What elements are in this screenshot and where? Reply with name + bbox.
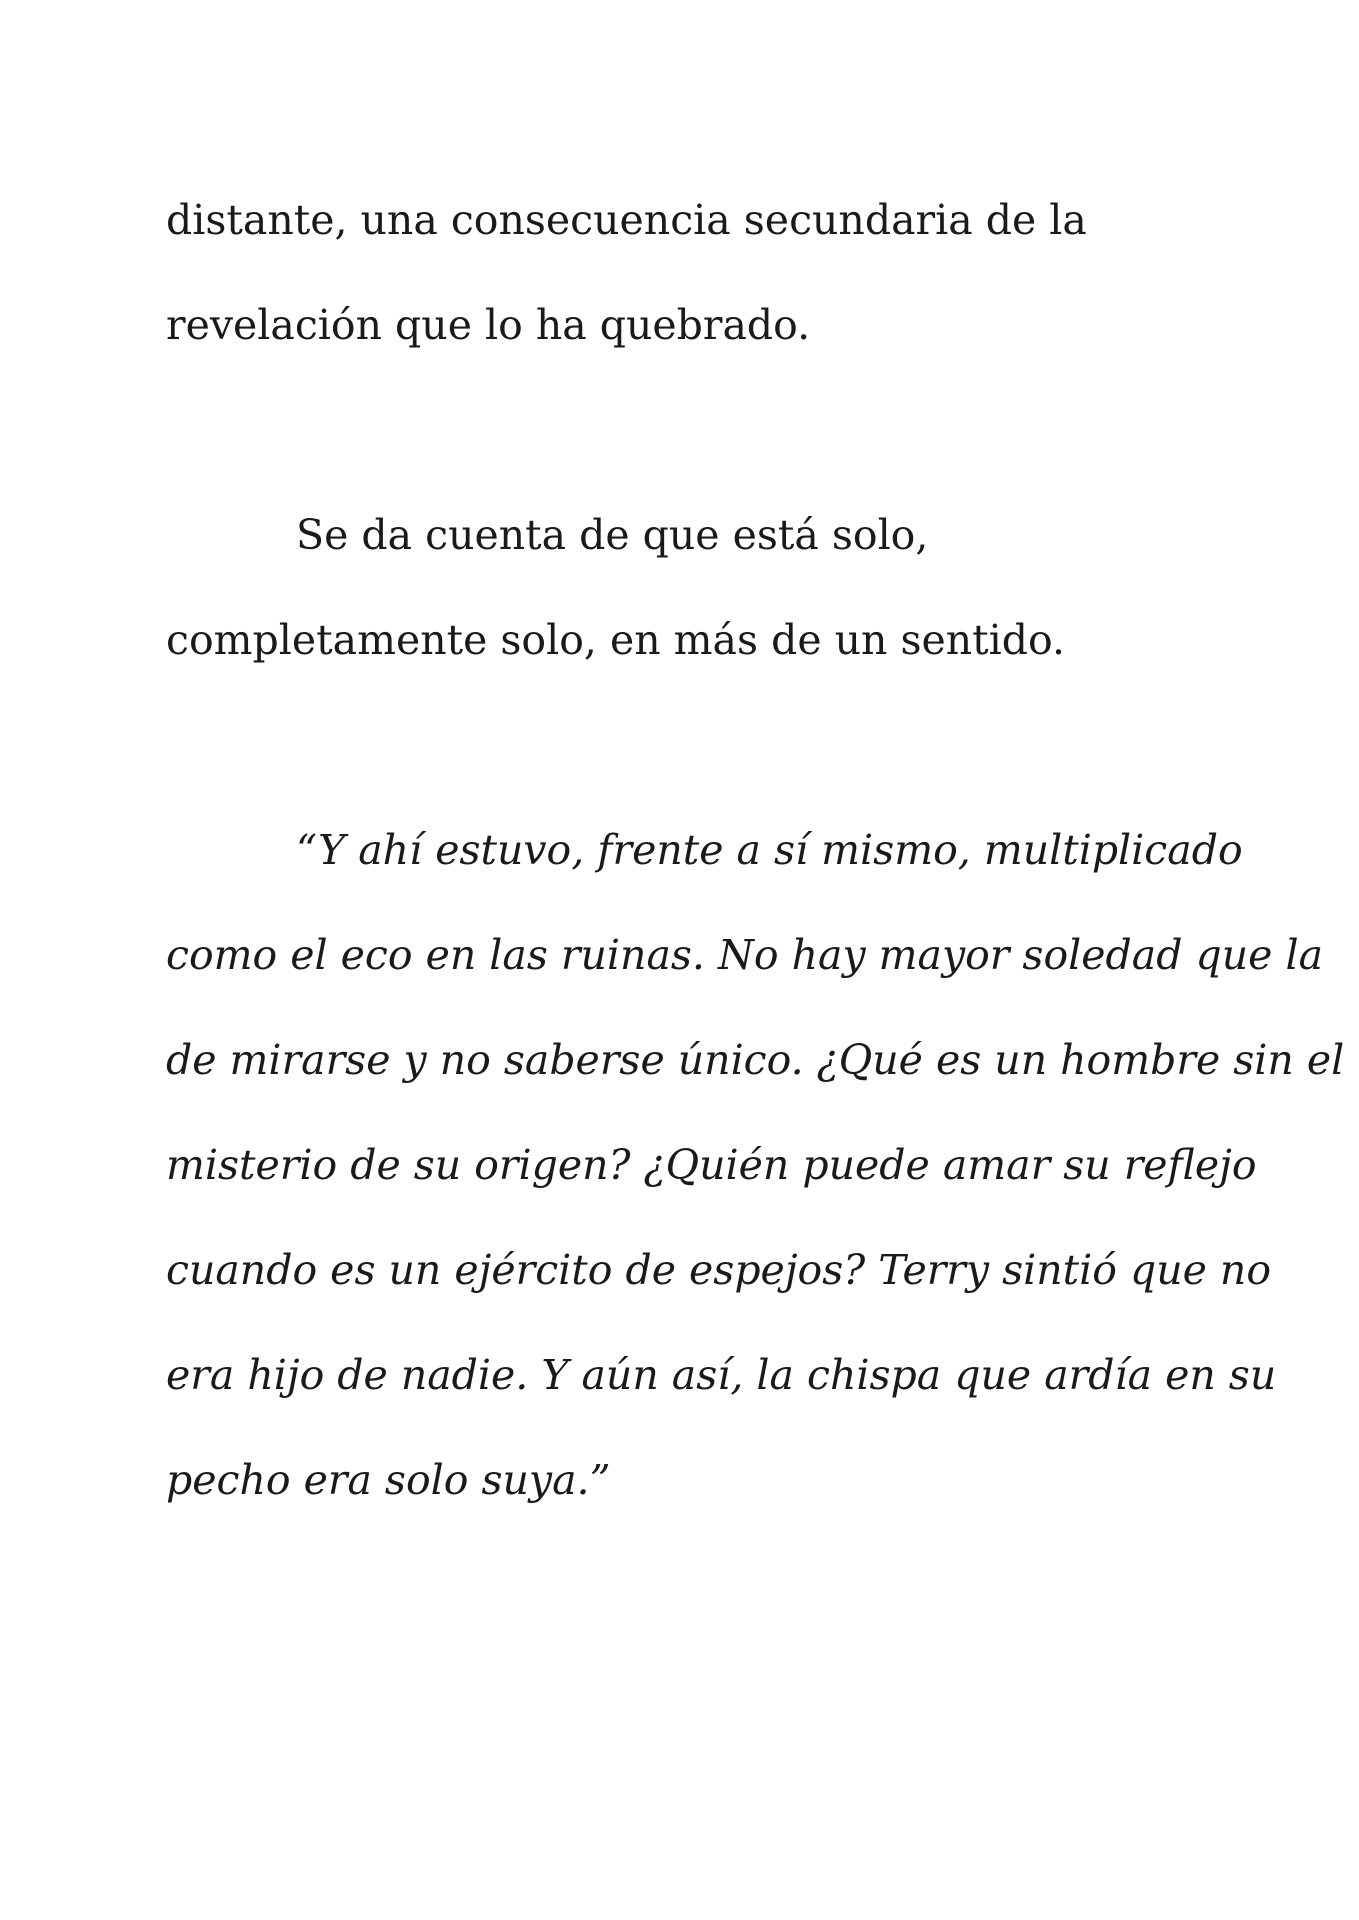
text-line: completamente solo, en más de un sentido. xyxy=(166,616,1065,664)
quote-line: de mirarse y no saberse único. ¿Qué es un hombre sin el xyxy=(166,1036,1345,1084)
quote-paragraph xyxy=(166,798,1345,1533)
quote-line: era hijo de nadie. Y aún así, la chispa que ardía en su xyxy=(166,1351,1277,1399)
text-line: Se da cuenta de que está solo, xyxy=(296,511,929,559)
quote-line: pecho era solo suya.” xyxy=(166,1456,611,1504)
quote-line: “Y ahí estuvo, frente a sí mismo, multiplicado xyxy=(296,826,1243,874)
paragraph-alone xyxy=(166,483,1226,693)
text-line: revelación que lo ha quebrado. xyxy=(166,301,811,349)
paragraph-gap xyxy=(166,693,1226,798)
text-line: distante, una consecuencia secundaria de la xyxy=(166,196,1087,244)
quote-line: misterio de su origen? ¿Quién puede amar su reflejo xyxy=(166,1141,1257,1189)
paragraph-continuation xyxy=(166,168,1226,378)
body-text xyxy=(166,168,1345,1533)
quote-line: cuando es un ejército de espejos? Terry sintió que no xyxy=(166,1246,1271,1294)
quote-line: como el eco en las ruinas. No hay mayor soledad que la xyxy=(166,931,1324,979)
paragraph-gap xyxy=(166,378,1226,483)
